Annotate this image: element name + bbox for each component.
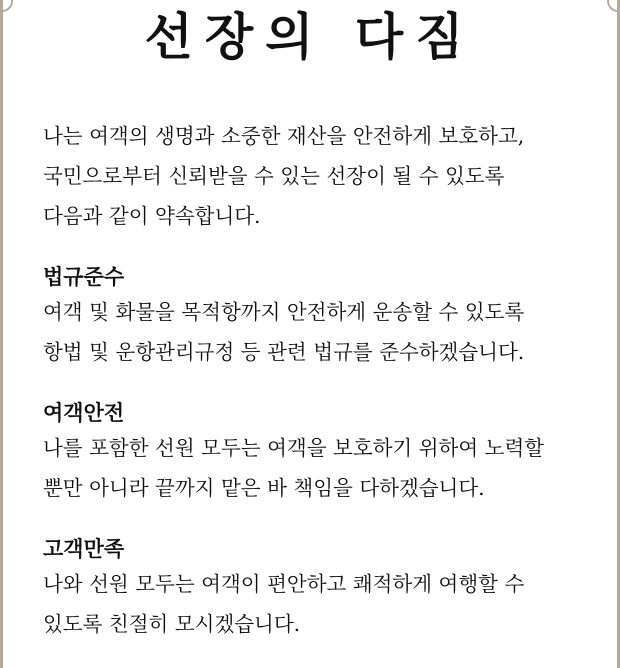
- section-heading: 여객안전: [43, 401, 125, 425]
- intro-line: 다음과 같이 약속합니다.: [43, 204, 261, 228]
- document-body: [43, 116, 603, 644]
- intro-line: 국민으로부터 신뢰받을 수 있는 선장이 될 수 있도록: [43, 164, 505, 188]
- section-line: 여객 및 화물을 목적항까지 안전하게 운송할 수 있도록: [43, 300, 525, 324]
- section-law-compliance: [43, 262, 603, 372]
- section-text: [43, 564, 603, 644]
- section-customer-satisfaction: [43, 534, 603, 644]
- section-line: 뿐만 아니라 끝까지 맡은 바 책임을 다하겠습니다.: [43, 476, 485, 500]
- document-title: 선장의 다짐: [144, 7, 476, 66]
- section-heading: 고객만족: [43, 537, 125, 561]
- section-line: 있도록 친절히 모시겠습니다.: [43, 612, 301, 636]
- section-line: 항법 및 운항관리규정 등 관련 법규를 준수하겠습니다.: [43, 340, 525, 364]
- intro-line: 나는 여객의 생명과 소중한 재산을 안전하게 보호하고,: [43, 124, 525, 148]
- section-heading: 법규준수: [43, 265, 125, 289]
- section-line: 나와 선원 모두는 여객이 편안하고 쾌적하게 여행할 수: [43, 572, 525, 596]
- intro-paragraph: [43, 116, 603, 236]
- section-text: [43, 292, 603, 372]
- section-text: [43, 428, 603, 508]
- section-line: 나를 포함한 선원 모두는 여객을 보호하기 위하여 노력할: [43, 436, 545, 460]
- section-passenger-safety: [43, 398, 603, 508]
